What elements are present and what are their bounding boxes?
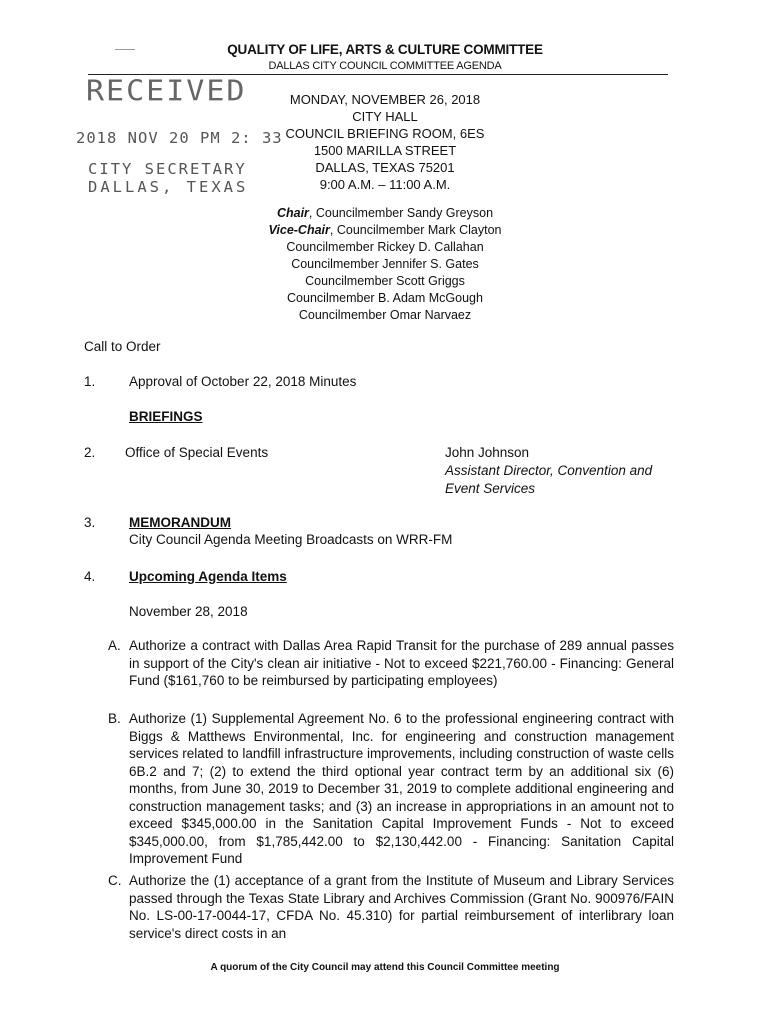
item-special-events: Office of Special Events: [125, 445, 269, 460]
vice-chair-name: , Councilmember Mark Clayton: [329, 223, 502, 237]
received-stamp: RECEIVED: [86, 74, 247, 109]
subitem-letter: C.: [108, 873, 122, 888]
member-line: Councilmember Jennifer S. Gates: [291, 257, 479, 271]
received-stamp-office: CITY SECRETARY: [88, 160, 247, 178]
quorum-notice: A quorum of the City Council may attend this Council Committee meeting: [210, 962, 560, 973]
agenda-subtitle: DALLAS CITY COUNCIL COMMITTEE AGENDA: [268, 60, 502, 72]
item-number: 1.: [84, 374, 96, 389]
briefings-heading: BRIEFINGS: [129, 409, 203, 424]
meeting-city: DALLAS, TEXAS 75201: [315, 160, 455, 175]
member-line: Councilmember Omar Narvaez: [298, 308, 472, 322]
subitem-letter: A.: [108, 638, 121, 653]
subitem-letter: B.: [108, 711, 121, 726]
meeting-building: CITY HALL: [352, 109, 418, 124]
chair-line: [230, 205, 540, 222]
member-line: Councilmember Scott Griggs: [305, 274, 465, 288]
memorandum-heading: MEMORANDUM: [129, 515, 231, 530]
chair-label: Chair: [276, 206, 309, 220]
meeting-date: MONDAY, NOVEMBER 26, 2018: [289, 92, 481, 107]
presenter-title-line: Event Services: [445, 481, 536, 496]
upcoming-items-heading: Upcoming Agenda Items: [129, 569, 287, 584]
committee-title: QUALITY OF LIFE, ARTS & CULTURE COMMITTEE: [227, 42, 543, 57]
vice-chair-line: [230, 222, 540, 239]
item-minutes: Approval of October 22, 2018 Minutes: [129, 374, 357, 389]
chair-name: , Councilmember Sandy Greyson: [308, 206, 494, 220]
presenter-block: [445, 444, 652, 498]
meeting-room: COUNCIL BRIEFING ROOM, 6ES: [285, 126, 485, 141]
subitem-text: Authorize the (1) acceptance of a grant from the Institute of Museum and Library Services passed through the Texas State Library and Archives Commission (Grant No. 900976/FAIN No. LS-00-17-0044-17, CFDA No. 45.310) for partial reimbursement of interlibrary loan service's direct costs in an: [129, 873, 674, 941]
call-to-order: Call to Order: [84, 339, 161, 354]
subitem-text: Authorize a contract with Dallas Area Rapid Transit for the purchase of 289 annual passes in support of the City's clean air initiative - Not to exceed $221,760.00 - Financing: General Fund ($161,760 to be reimbursed by participating employees): [129, 638, 674, 688]
received-stamp-date: 2018 NOV 20 PM 2: 33: [76, 129, 283, 147]
meeting-time: 9:00 A.M. – 11:00 A.M.: [319, 177, 451, 192]
item-number: 2.: [84, 445, 96, 460]
meeting-details: [285, 91, 485, 193]
member-line: Councilmember Rickey D. Callahan: [286, 240, 484, 254]
item-number: 3.: [84, 515, 96, 530]
presenter-title-line: Assistant Director, Convention and: [445, 463, 653, 478]
item-number: 4.: [84, 569, 96, 584]
presenter-name: John Johnson: [445, 445, 530, 460]
member-line: Councilmember B. Adam McGough: [287, 291, 483, 305]
subitem-text: Authorize (1) Supplemental Agreement No. 6 to the professional engineering contract with Biggs & Matthews Environmental, Inc. for engineering and construction management services related to landfill infrastructure improvements, including construction of waste cells 6B.2 and 7; (2) to extend the third optional year contract term by an additional six (6) months, from June 30, 2019 to December 31, 2019 to complete additional engineering and construction management tasks; and (3) an increase in appropriations in an amount not to exceed $345,000.00 in the Sanitation Capital Improvement Funds - Not to exceed $345,000.00, from $1,785,442.00 to $2,130,442.00 - Financing: Sanitation Capital Improvement Fund: [129, 711, 674, 866]
memorandum-text: City Council Agenda Meeting Broadcasts on WRR-FM: [129, 532, 453, 547]
vice-chair-label: Vice-Chair: [268, 223, 330, 237]
committee-members: [230, 205, 540, 324]
upcoming-items-date: November 28, 2018: [129, 604, 248, 619]
received-stamp-city: DALLAS, TEXAS: [88, 178, 249, 196]
meeting-street: 1500 MARILLA STREET: [313, 143, 457, 158]
